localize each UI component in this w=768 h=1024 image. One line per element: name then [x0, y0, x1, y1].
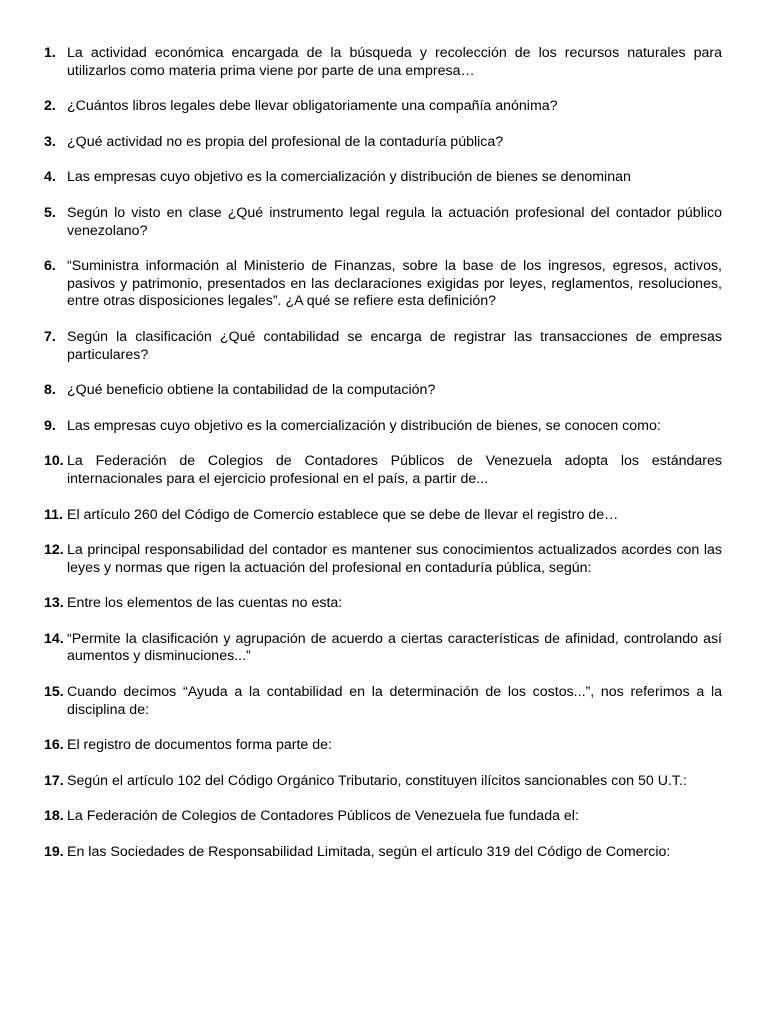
question-number: 17.	[44, 772, 64, 789]
question-number: 7.	[44, 328, 56, 345]
question-item	[44, 631, 722, 666]
question-item	[44, 507, 722, 525]
question-text: La Federación de Colegios de Contadores Públicos de Venezuela adopta los estándares internacionales para el ejercicio profesional en el país, a partir de...	[67, 453, 722, 487]
question-item	[44, 45, 722, 80]
question-number: 15.	[44, 684, 64, 701]
question-text: ¿Cuántos libros legales debe llevar obligatoriamente una compañía anónima?	[67, 98, 558, 115]
question-item	[44, 737, 722, 755]
question-text: ¿Qué actividad no es propia del profesional de la contaduría pública?	[67, 133, 504, 150]
question-item	[44, 844, 722, 862]
question-item	[44, 134, 722, 152]
question-text: “Permite la clasificación y agrupación de acuerdo a ciertas características de afinidad, controlando así aumentos y disminuciones...”	[67, 630, 722, 665]
question-number: 6.	[44, 258, 56, 275]
question-number: 4.	[44, 169, 56, 186]
question-list	[44, 45, 722, 862]
question-number: 13.	[44, 595, 64, 612]
question-number: 2.	[44, 98, 56, 115]
question-number: 16.	[44, 737, 64, 754]
question-number: 14.	[44, 630, 64, 647]
question-text: El registro de documentos forma parte de:	[67, 737, 332, 754]
question-item	[44, 329, 722, 364]
question-text: Según lo visto en clase ¿Qué instrumento legal regula la actuación profesional del contador público venezolano?	[67, 204, 722, 239]
question-number: 18.	[44, 808, 64, 825]
question-text: En las Sociedades de Responsabilidad Limitada, según el artículo 319 del Código de Comercio:	[67, 844, 671, 861]
question-item	[44, 542, 722, 577]
question-text: Las empresas cuyo objetivo es la comercialización y distribución de bienes se denominan	[67, 169, 631, 186]
question-text: Según el artículo 102 del Código Orgánico Tributario, constituyen ilícitos sancionables con 50 U.T.:	[67, 772, 687, 789]
question-item	[44, 98, 722, 116]
question-item	[44, 418, 722, 436]
question-item	[44, 382, 722, 400]
question-item	[44, 808, 722, 826]
question-text: “Suministra información al Ministerio de Finanzas, sobre la base de los ingresos, egresos, activos, pasivos y patrimonio, presentados en las declaraciones exigidas por leyes, reglamentos, resoluciones, entre otras disposiciones legales”. ¿A qué se refiere esta definición?	[67, 258, 722, 310]
question-text: ¿Qué beneficio obtiene la contabilidad de la computación?	[67, 382, 436, 399]
question-text: La principal responsabilidad del contador es mantener sus conocimientos actualizados acordes con las leyes y normas que rigen la actuación del profesional en contaduría pública, según:	[67, 542, 722, 576]
question-item	[44, 684, 722, 719]
question-item	[44, 169, 722, 187]
question-number: 5.	[44, 204, 56, 221]
question-number: 19.	[44, 844, 64, 861]
question-number: 10.	[44, 453, 64, 470]
question-number: 12.	[44, 542, 64, 559]
question-number: 9.	[44, 417, 56, 434]
question-text: La actividad económica encargada de la búsqueda y recolección de los recursos naturales para utilizarlos como materia prima viene por parte de una empresa…	[67, 45, 722, 79]
question-text: Entre los elementos de las cuentas no esta:	[67, 595, 343, 612]
question-number: 1.	[44, 45, 56, 61]
question-text: El artículo 260 del Código de Comercio establece que se debe de llevar el registro de…	[67, 506, 619, 523]
question-item	[44, 773, 722, 791]
question-number: 8.	[44, 382, 56, 399]
question-item	[44, 595, 722, 613]
question-text: Cuando decimos “Ayuda a la contabilidad en la determinación de los costos...”, nos referimos a la disciplina de:	[67, 684, 722, 718]
question-item	[44, 258, 722, 311]
question-item	[44, 453, 722, 488]
question-number: 11.	[44, 506, 63, 523]
question-number: 3.	[44, 133, 56, 150]
question-text: Según la clasificación ¿Qué contabilidad se encarga de registrar las transacciones de empresas particulares?	[67, 328, 722, 363]
question-text: Las empresas cuyo objetivo es la comercialización y distribución de bienes, se conocen como:	[67, 417, 661, 434]
question-item	[44, 205, 722, 240]
question-text: La Federación de Colegios de Contadores Públicos de Venezuela fue fundada el:	[67, 808, 579, 825]
